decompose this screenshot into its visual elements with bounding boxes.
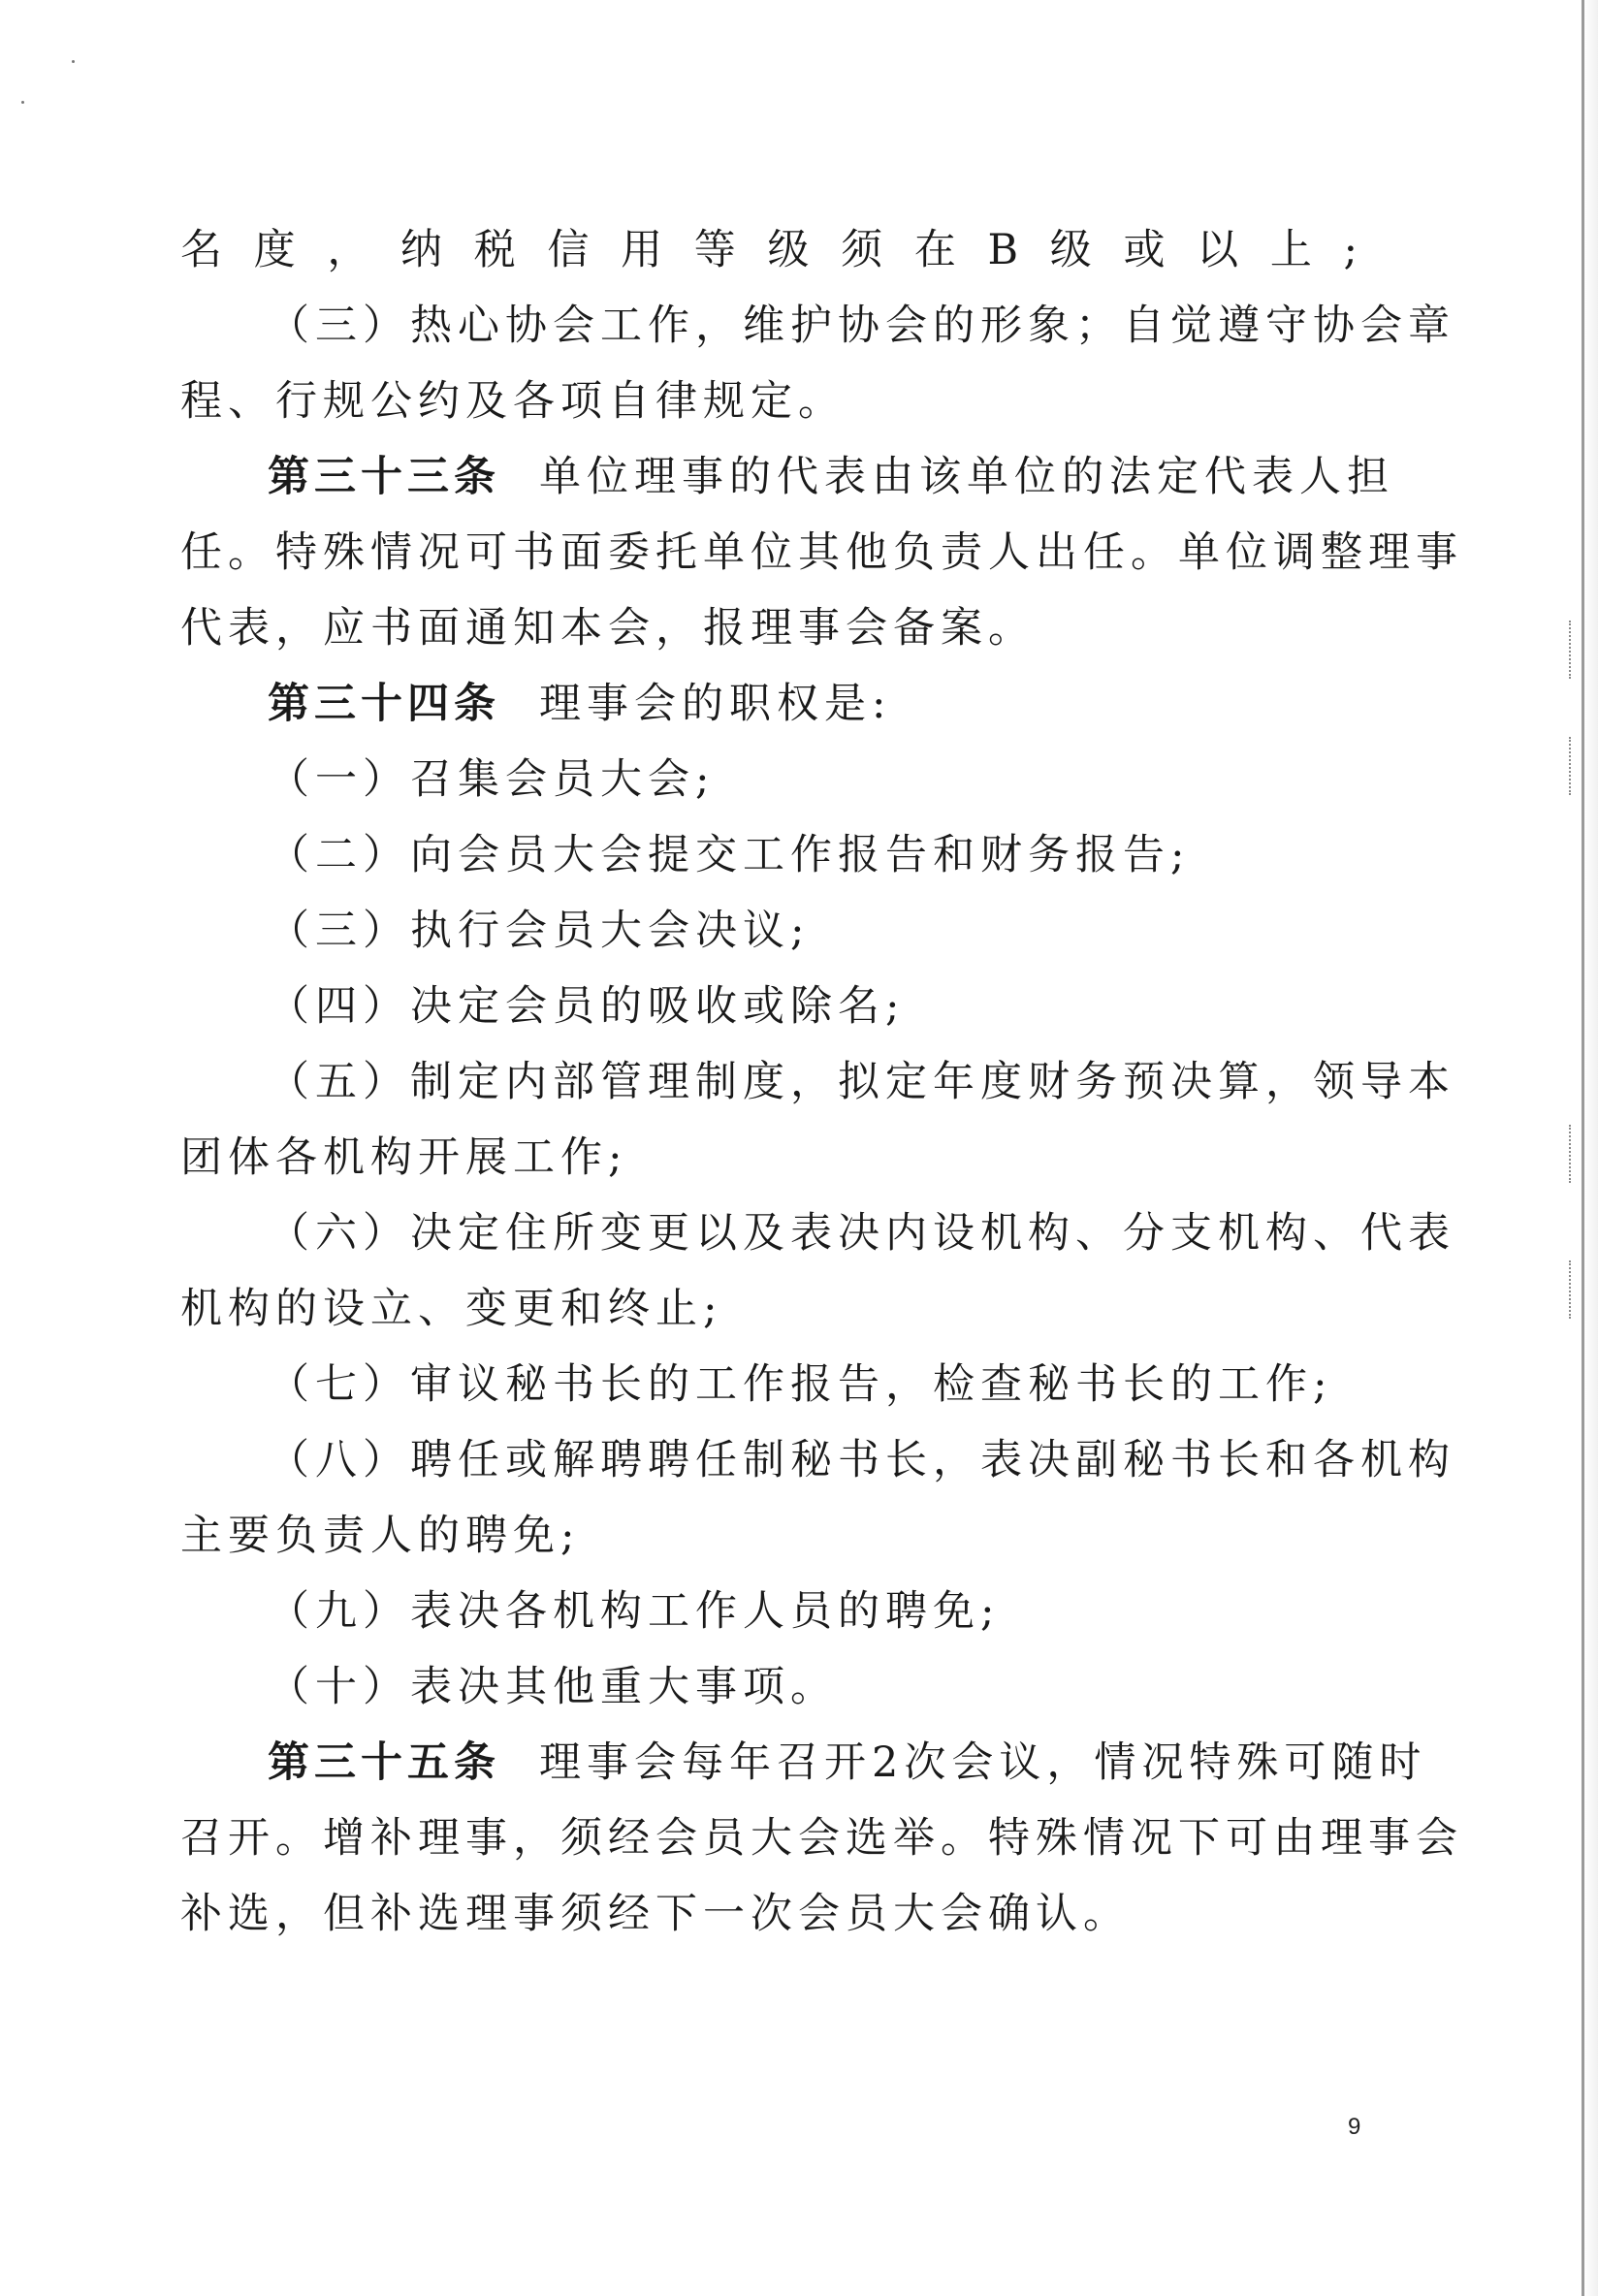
list-item: （五）制定内部管理制度，拟定年度财务预决算，领导本 [268, 1058, 1455, 1106]
text-line: 理事会的职权是: [539, 680, 892, 728]
article-34-heading: 第三十四条 [268, 680, 500, 728]
list-item: （八）聘任或解聘聘任制秘书长，表决副秘书长和各机构 [268, 1436, 1455, 1484]
article-35-first-line [268, 1734, 1427, 1792]
text-line: 名度，纳税信用等级须在B级或以上; [180, 226, 1363, 274]
list-item: （四）决定会员的吸收或除名; [268, 982, 906, 1031]
text-line: 团体各机构开展工作; [180, 1133, 628, 1182]
text-line: 单位理事的代表由该单位的法定代表人担 [539, 453, 1394, 501]
text-line: 代表，应书面通知本会，报理事会备案。 [180, 604, 1036, 653]
article-34-first-line [268, 675, 892, 733]
scan-mark [1569, 737, 1581, 795]
scan-mark [1569, 621, 1581, 679]
text-line: 任。特殊情况可书面委托单位其他负责人出任。单位调整理事 [180, 528, 1463, 577]
list-item: （十）表决其他重大事项。 [268, 1663, 838, 1711]
scan-speck [21, 101, 24, 104]
scan-edge [1582, 0, 1584, 2296]
text-line: 机构的设立、变更和终止; [180, 1285, 723, 1333]
list-item: （六）决定住所变更以及表决内设机构、分支机构、代表 [268, 1209, 1455, 1258]
text-line: 主要负责人的聘免; [180, 1512, 581, 1560]
text-line: 程、行规公约及各项自律规定。 [180, 377, 846, 426]
list-item: （七）审议秘书长的工作报告，检查秘书长的工作; [268, 1360, 1333, 1409]
article-33-first-line [268, 448, 1394, 506]
text-line: 理事会每年召开2次会议，情况特殊可随时 [539, 1738, 1427, 1787]
text-line: （三）热心协会工作，维护协会的形象；自觉遵守协会章 [268, 302, 1455, 350]
article-33-heading: 第三十三条 [268, 453, 500, 501]
list-item: （九）表决各机构工作人员的聘免; [268, 1587, 1001, 1636]
list-item: （三）执行会员大会决议; [268, 907, 811, 955]
list-item: （一）召集会员大会; [268, 755, 716, 804]
scan-speck [72, 60, 75, 63]
text-line: 补选，但补选理事须经下一次会员大会确认。 [180, 1890, 1131, 1938]
list-item: （二）向会员大会提交工作报告和财务报告; [268, 831, 1191, 879]
page-number: 9 [1348, 2114, 1361, 2140]
text-line: 召开。增补理事，须经会员大会选举。特殊情况下可由理事会 [180, 1814, 1463, 1863]
scan-mark [1569, 1260, 1581, 1319]
scan-edge-shadow [1584, 0, 1598, 2296]
scan-mark [1569, 1125, 1581, 1183]
article-35-heading: 第三十五条 [268, 1738, 500, 1787]
